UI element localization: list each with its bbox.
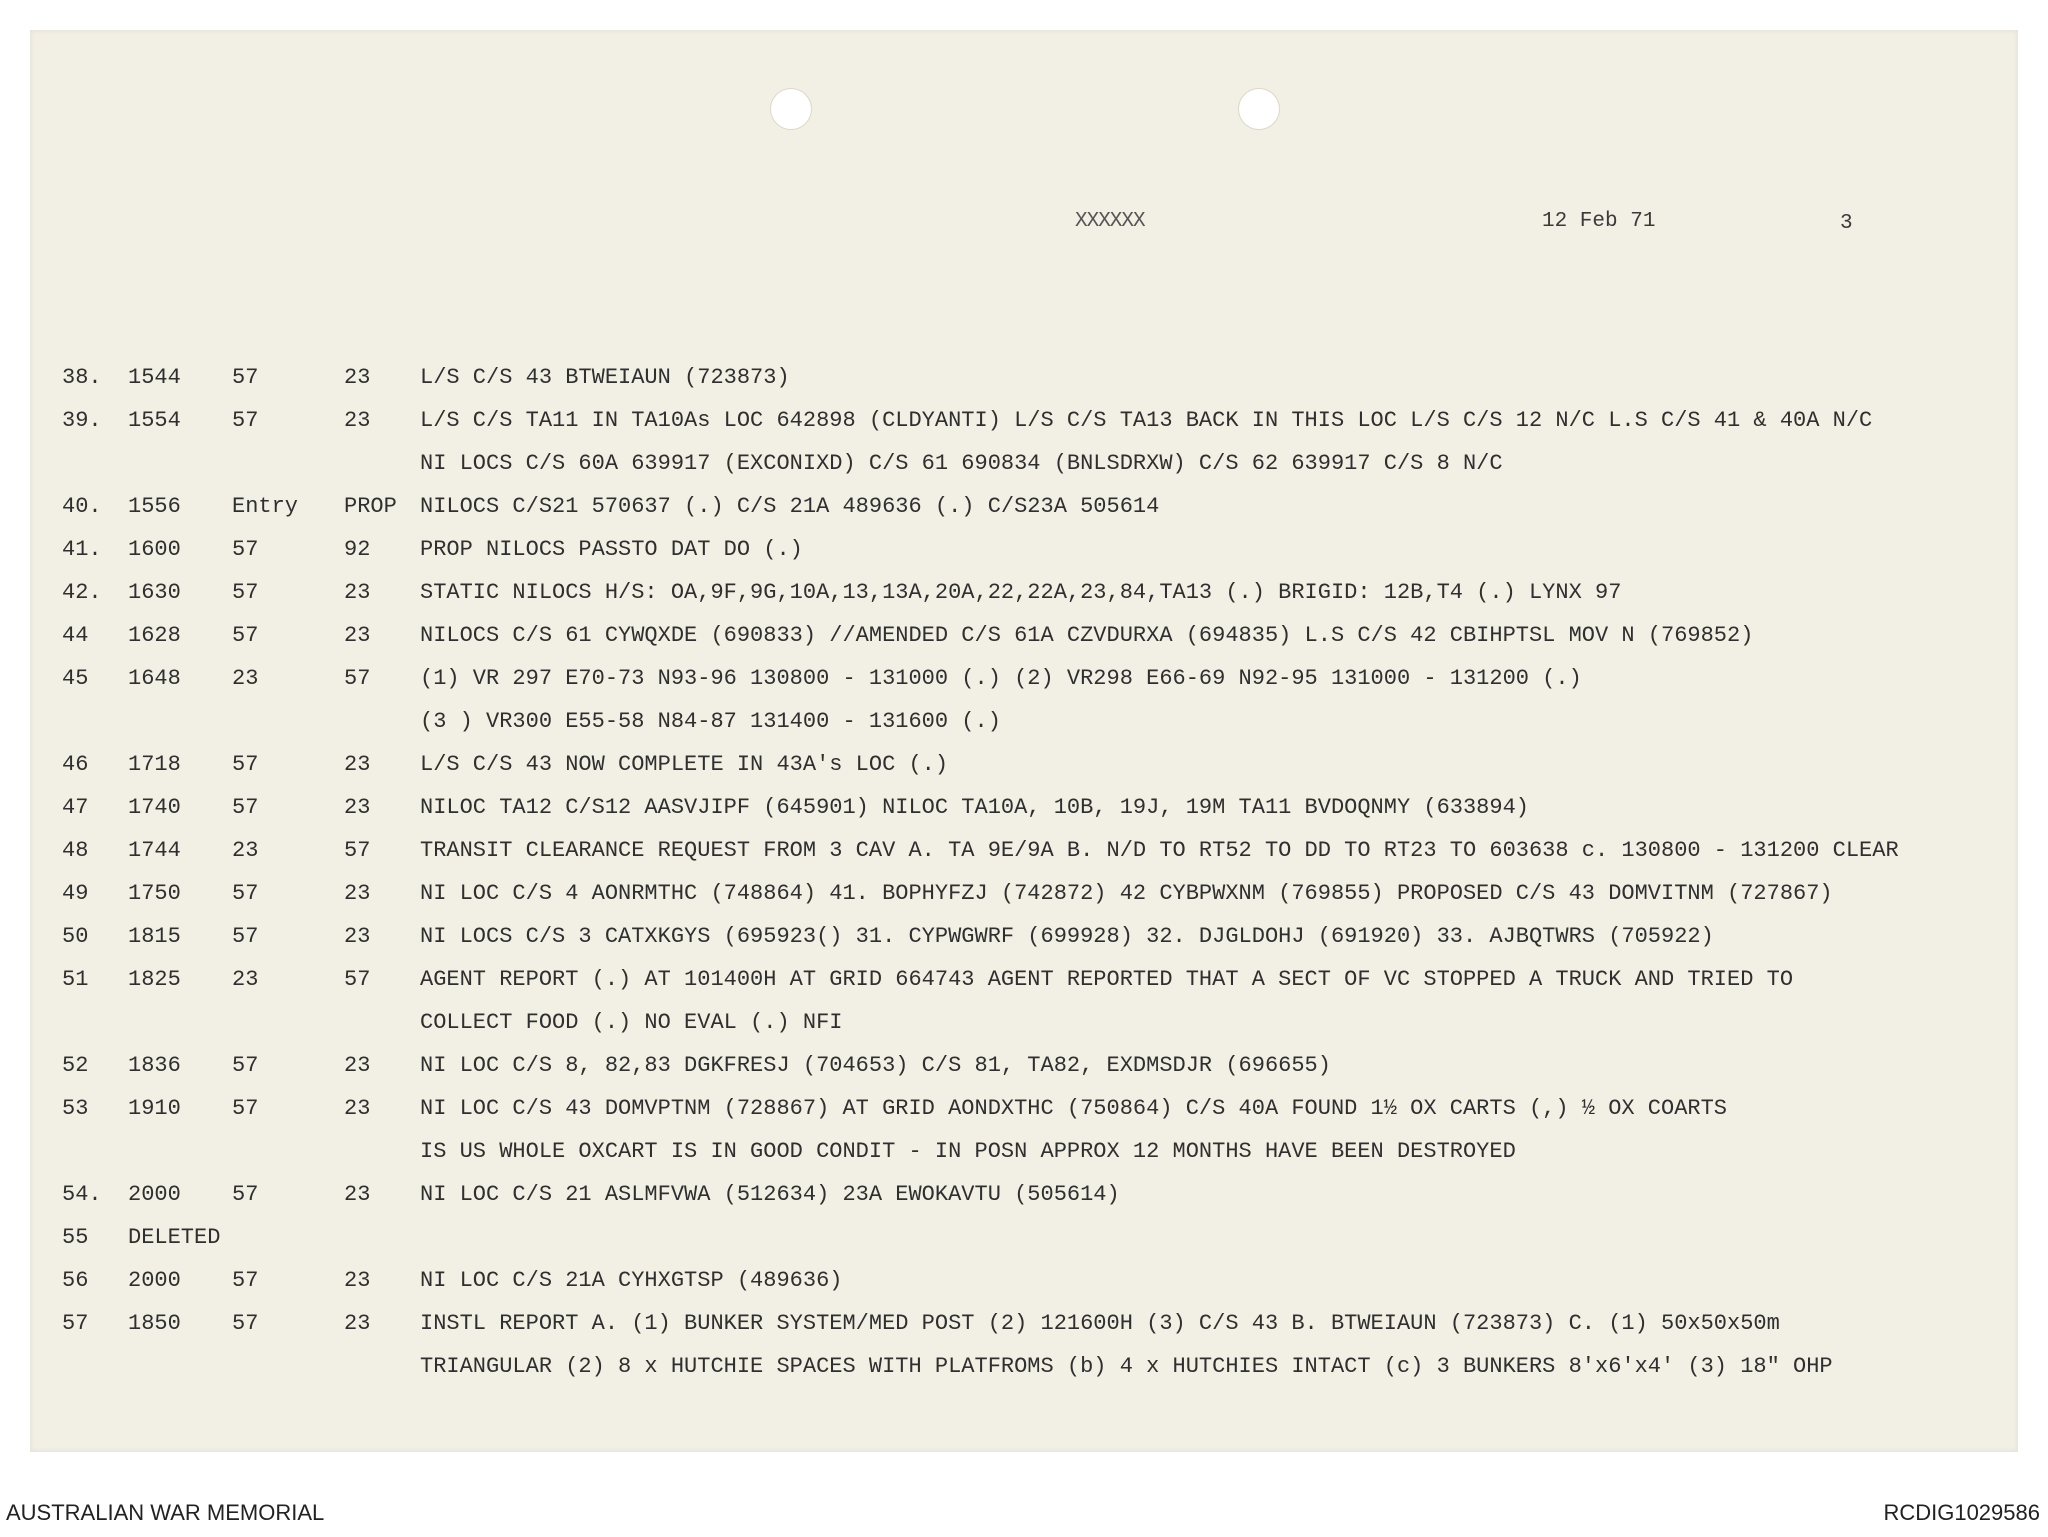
entry-text: NILOCS C/S 61 CYWQXDE (690833) //AMENDED C/S 61A CZVDURXA (694835) L.S C/S 42 CBIHPTSL MOV N (769852)	[420, 623, 1754, 648]
entry-number: 40.	[62, 494, 102, 519]
entry-from: 57	[232, 1096, 259, 1121]
entry-time: 1836	[128, 1053, 181, 1078]
log-date: 12 Feb 71	[1542, 210, 1656, 233]
log-entry-continuation	[30, 1010, 2018, 1040]
entry-text: NI LOCS C/S 3 CATXKGYS (695923() 31. CYPWGWRF (699928) 32. DJGLDOHJ (691920) 33. AJBQTWRS (705922)	[420, 924, 1714, 949]
entry-number: 51	[62, 967, 89, 992]
entry-to: 23	[344, 365, 371, 390]
entry-to: 57	[344, 666, 371, 691]
log-entry	[30, 1268, 2018, 1298]
entry-number: 54.	[62, 1182, 102, 1207]
entry-time: 1750	[128, 881, 181, 906]
entry-text: INSTL REPORT A. (1) BUNKER SYSTEM/MED POST (2) 121600H (3) C/S 43 B. BTWEIAUN (723873) C. (1) 50x50x50m	[420, 1311, 1780, 1336]
entry-to: 23	[344, 1182, 371, 1207]
entry-from: 57	[232, 580, 259, 605]
entry-time: 1648	[128, 666, 181, 691]
entry-from: 57	[232, 752, 259, 777]
log-entry	[30, 1096, 2018, 1126]
entry-number: 44	[62, 623, 89, 648]
entry-time: 1825	[128, 967, 181, 992]
entry-time: 1600	[128, 537, 181, 562]
entry-to: 92	[344, 537, 371, 562]
entry-to: 23	[344, 623, 371, 648]
document-page	[30, 30, 2018, 1452]
entry-from: 57	[232, 365, 259, 390]
entry-time: 1815	[128, 924, 181, 949]
entry-from: 57	[232, 537, 259, 562]
log-entry	[30, 623, 2018, 653]
entry-text: PROP NILOCS PASSTO DAT DO (.)	[420, 537, 803, 562]
entry-text-continued: TRIANGULAR (2) 8 x HUTCHIE SPACES WITH PLATFROMS (b) 4 x HUTCHIES INTACT (c) 3 BUNKERS 8'x6'x4' (3) 18" OHP	[420, 1354, 1833, 1379]
entry-number: 47	[62, 795, 89, 820]
entry-to: 23	[344, 1053, 371, 1078]
log-entry	[30, 1182, 2018, 1212]
log-entry	[30, 537, 2018, 567]
entry-from: 57	[232, 1053, 259, 1078]
log-entry-continuation	[30, 451, 2018, 481]
entry-number: 50	[62, 924, 89, 949]
entry-time: 1744	[128, 838, 181, 863]
entry-from: 57	[232, 1268, 259, 1293]
classification-mark: XXXXXX	[1075, 210, 1145, 233]
punch-hole-left	[770, 88, 812, 130]
entry-number: 38.	[62, 365, 102, 390]
entry-text: NI LOC C/S 8, 82,83 DGKFRESJ (704653) C/S 81, TA82, EXDMSDJR (696655)	[420, 1053, 1331, 1078]
entry-number: 57	[62, 1311, 89, 1336]
entry-text: L/S C/S 43 BTWEIAUN (723873)	[420, 365, 790, 390]
entry-number: 55	[62, 1225, 89, 1250]
punch-hole-right	[1238, 88, 1280, 130]
entry-time: 1910	[128, 1096, 181, 1121]
entry-text-continued: (3 ) VR300 E55-58 N84-87 131400 - 131600 (.)	[420, 709, 1001, 734]
entry-text: (1) VR 297 E70-73 N93-96 130800 - 131000 (.) (2) VR298 E66-69 N92-95 131000 - 131200 (.)	[420, 666, 1582, 691]
entry-text: STATIC NILOCS H/S: OA,9F,9G,10A,13,13A,20A,22,22A,23,84,TA13 (.) BRIGID: 12B,T4 (.) LYNX 97	[420, 580, 1622, 605]
entry-from: 57	[232, 1182, 259, 1207]
footer-reference: RCDIG1029586	[1883, 1500, 2040, 1525]
log-entry	[30, 881, 2018, 911]
entry-number: 56	[62, 1268, 89, 1293]
entry-number: 45	[62, 666, 89, 691]
entry-time: DELETED	[128, 1225, 221, 1250]
entry-to: 23	[344, 1311, 371, 1336]
entry-time: 2000	[128, 1182, 181, 1207]
entry-text: NILOC TA12 C/S12 AASVJIPF (645901) NILOC TA10A, 10B, 19J, 19M TA11 BVDOQNMY (633894)	[420, 795, 1529, 820]
log-entry	[30, 1225, 2018, 1255]
log-entry	[30, 924, 2018, 954]
entry-to: 57	[344, 967, 371, 992]
entry-to: 23	[344, 1268, 371, 1293]
entry-from: 23	[232, 967, 259, 992]
log-entry	[30, 967, 2018, 997]
entry-to: 23	[344, 580, 371, 605]
entry-number: 46	[62, 752, 89, 777]
entry-from: 57	[232, 881, 259, 906]
entry-number: 53	[62, 1096, 89, 1121]
entry-text: TRANSIT CLEARANCE REQUEST FROM 3 CAV A. TA 9E/9A B. N/D TO RT52 TO DD TO RT23 TO 603638 c. 130800 - 131200 CLEAR	[420, 838, 1899, 863]
log-entry-continuation	[30, 709, 2018, 739]
log-entry-continuation	[30, 1139, 2018, 1169]
entry-time: 1850	[128, 1311, 181, 1336]
log-entry-continuation	[30, 1354, 2018, 1384]
entry-from: 23	[232, 666, 259, 691]
log-entry	[30, 1311, 2018, 1341]
entry-number: 52	[62, 1053, 89, 1078]
entry-text: NILOCS C/S21 570637 (.) C/S 21A 489636 (.) C/S23A 505614	[420, 494, 1160, 519]
log-entry	[30, 838, 2018, 868]
entry-text: NI LOC C/S 21 ASLMFVWA (512634) 23A EWOKAVTU (505614)	[420, 1182, 1120, 1207]
entry-from: 57	[232, 1311, 259, 1336]
entry-number: 39.	[62, 408, 102, 433]
entry-to: PROP	[344, 494, 397, 519]
entry-from: 23	[232, 838, 259, 863]
entry-to: 23	[344, 881, 371, 906]
entry-text: L/S C/S 43 NOW COMPLETE IN 43A's LOC (.)	[420, 752, 949, 777]
entry-text: L/S C/S TA11 IN TA10As LOC 642898 (CLDYANTI) L/S C/S TA13 BACK IN THIS LOC L/S C/S 12 N/C L.S C/S 41 & 40A N/C	[420, 408, 1873, 433]
entry-time: 1740	[128, 795, 181, 820]
entry-to: 23	[344, 1096, 371, 1121]
log-entry	[30, 365, 2018, 395]
entry-text: AGENT REPORT (.) AT 101400H AT GRID 664743 AGENT REPORTED THAT A SECT OF VC STOPPED A TRUCK AND TRIED TO	[420, 967, 1794, 992]
entry-time: 1718	[128, 752, 181, 777]
entry-from: 57	[232, 924, 259, 949]
entry-to: 23	[344, 408, 371, 433]
entry-time: 1556	[128, 494, 181, 519]
footer-source: AUSTRALIAN WAR MEMORIAL	[6, 1500, 325, 1525]
log-entry	[30, 408, 2018, 438]
entry-from: 57	[232, 408, 259, 433]
entry-from: Entry	[232, 494, 299, 519]
entry-time: 2000	[128, 1268, 181, 1293]
entry-text-continued: COLLECT FOOD (.) NO EVAL (.) NFI	[420, 1010, 843, 1035]
entry-text-continued: IS US WHOLE OXCART IS IN GOOD CONDIT - IN POSN APPROX 12 MONTHS HAVE BEEN DESTROYED	[420, 1139, 1516, 1164]
entry-number: 41.	[62, 537, 102, 562]
log-entry	[30, 752, 2018, 782]
log-entry	[30, 666, 2018, 696]
log-entry	[30, 795, 2018, 825]
entry-time: 1544	[128, 365, 181, 390]
entry-time: 1630	[128, 580, 181, 605]
entry-to: 23	[344, 752, 371, 777]
entry-time: 1628	[128, 623, 181, 648]
entry-text: NI LOC C/S 4 AONRMTHC (748864) 41. BOPHYFZJ (742872) 42 CYBPWXNM (769855) PROPOSED C/S 43 DOMVITNM (727867)	[420, 881, 1833, 906]
entry-number: 48	[62, 838, 89, 863]
page-number: 3	[1840, 212, 1853, 235]
entry-text: NI LOC C/S 21A CYHXGTSP (489636)	[420, 1268, 843, 1293]
entry-from: 57	[232, 623, 259, 648]
log-entry	[30, 580, 2018, 610]
entry-to: 23	[344, 924, 371, 949]
log-entry	[30, 1053, 2018, 1083]
entry-number: 42.	[62, 580, 102, 605]
entry-time: 1554	[128, 408, 181, 433]
entry-text: NI LOC C/S 43 DOMVPTNM (728867) AT GRID AONDXTHC (750864) C/S 40A FOUND 1½ OX CARTS (,) ½ OX COARTS	[420, 1096, 1728, 1121]
entry-text-continued: NI LOCS C/S 60A 639917 (EXCONIXD) C/S 61 690834 (BNLSDRXW) C/S 62 639917 C/S 8 N/C	[420, 451, 1503, 476]
entry-to: 23	[344, 795, 371, 820]
entry-to: 57	[344, 838, 371, 863]
entry-from: 57	[232, 795, 259, 820]
entry-number: 49	[62, 881, 89, 906]
log-entry	[30, 494, 2018, 524]
